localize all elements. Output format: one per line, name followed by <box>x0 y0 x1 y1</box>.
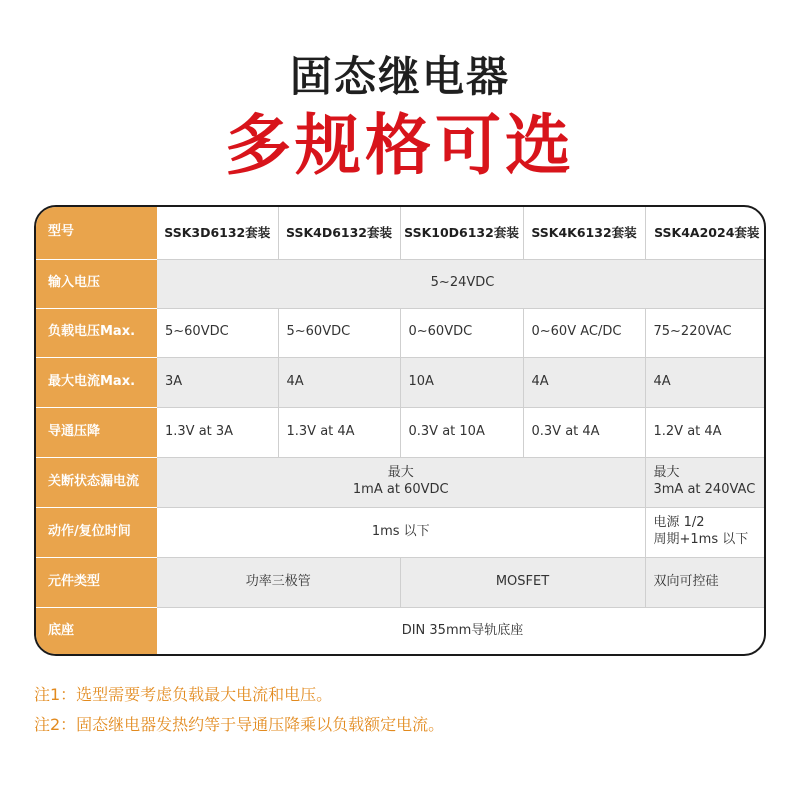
action-time-dc-value: 1ms 以下 <box>157 507 645 557</box>
table-cell: 0~60VDC <box>400 308 523 357</box>
table-row <box>36 557 766 607</box>
model-cell: SSK4D6132套装 <box>278 207 400 259</box>
table-cell: 1.2V at 4A <box>645 407 766 457</box>
table-cell: 0~60V AC/DC <box>523 308 645 357</box>
row-label-max-current: 最大电流Max. <box>36 357 157 407</box>
table-cell: 5~60VDC <box>278 308 400 357</box>
table-cell: 4A <box>645 357 766 407</box>
table-cell: 0.3V at 10A <box>400 407 523 457</box>
table-row <box>36 207 766 259</box>
row-label-input-voltage: 输入电压 <box>36 259 157 308</box>
leakage-dc-line2: 1mA at 60VDC <box>352 482 449 497</box>
table-row <box>36 507 766 557</box>
row-label-action-time: 动作/复位时间 <box>36 507 157 557</box>
page-subtitle: 多规格可选 <box>225 107 575 184</box>
table-cell: 75~220VAC <box>645 308 766 357</box>
table-row <box>36 407 766 457</box>
leakage-ac-line2: 3mA at 240VAC <box>653 482 756 497</box>
table-cell: 1.3V at 4A <box>278 407 400 457</box>
spec-table <box>34 205 766 656</box>
table-cell: 5~60VDC <box>157 308 278 357</box>
input-voltage-value: 5~24VDC <box>157 259 766 308</box>
row-label-voltage-drop: 导通压降 <box>36 407 157 457</box>
leakage-dc-value <box>157 457 645 507</box>
table-cell: 1.3V at 3A <box>157 407 278 457</box>
table-row <box>36 259 766 308</box>
row-label-load-voltage: 负载电压Max. <box>36 308 157 357</box>
table-row <box>36 357 766 407</box>
row-label-base: 底座 <box>36 607 157 656</box>
model-cell: SSK3D6132套装 <box>157 207 278 259</box>
table-cell: 4A <box>523 357 645 407</box>
action-time-ac-line1: 电源 1/2 <box>653 515 705 531</box>
table-row <box>36 607 766 656</box>
base-value: DIN 35mm导轨底座 <box>401 623 524 639</box>
note-1: 注1：选型需要考虑负载最大电流和电压。 <box>34 685 333 704</box>
row-label-leakage: 关断状态漏电流 <box>36 457 157 507</box>
table-row <box>36 457 766 507</box>
component-type-triac: 双向可控硅 <box>645 557 766 607</box>
leakage-ac-line1: 最大 <box>653 465 680 481</box>
table-cell: 10A <box>400 357 523 407</box>
action-time-ac-line2: 周期+1ms 以下 <box>653 532 749 547</box>
page-title: 固态继电器 <box>289 52 510 101</box>
table-row <box>36 308 766 357</box>
model-cell: SSK10D6132套装 <box>400 207 523 259</box>
model-cell: SSK4K6132套装 <box>523 207 645 259</box>
component-type-mosfet: MOSFET <box>400 557 645 607</box>
model-cell: SSK4A2024套装 <box>645 207 766 259</box>
table-cell: 4A <box>278 357 400 407</box>
note-2: 注2：固态继电器发热约等于导通压降乘以负载额定电流。 <box>34 715 445 734</box>
row-label-model: 型号 <box>36 207 157 259</box>
leakage-ac-value <box>645 457 766 507</box>
action-time-ac-value <box>645 507 766 557</box>
table-cell: 3A <box>157 357 278 407</box>
row-label-component-type: 元件类型 <box>36 557 157 607</box>
leakage-dc-line1: 最大 <box>387 465 414 481</box>
table-cell: 0.3V at 4A <box>523 407 645 457</box>
component-type-transistor: 功率三极管 <box>157 557 400 607</box>
